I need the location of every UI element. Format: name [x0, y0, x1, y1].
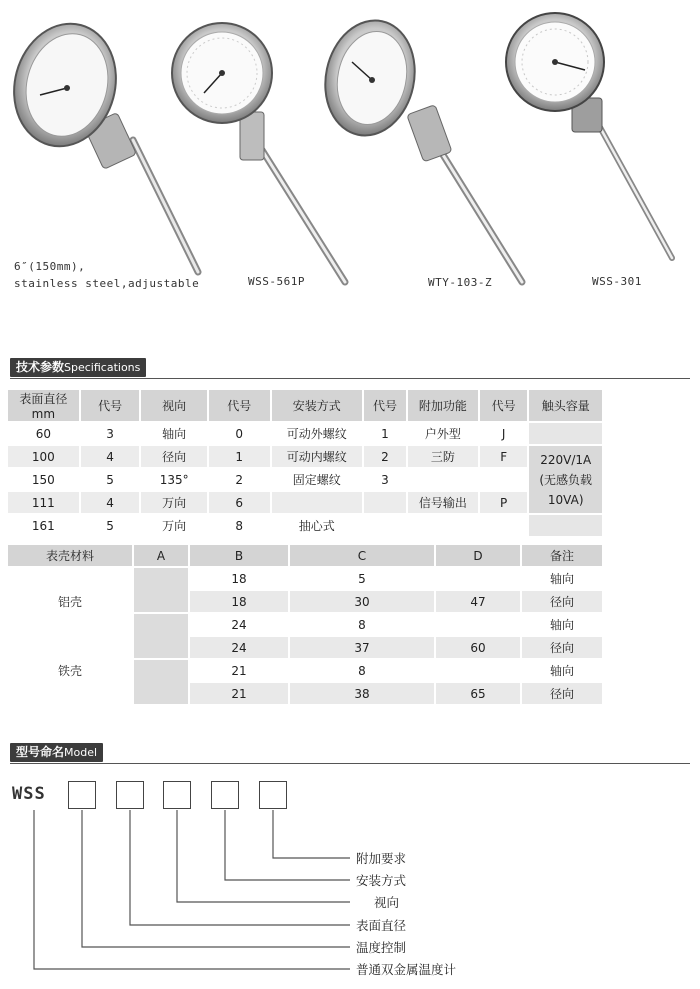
- header-cell: 代号: [364, 390, 408, 423]
- product-photos: [0, 0, 700, 300]
- table-cell: 径向: [141, 446, 208, 469]
- header-cell: 代号: [81, 390, 142, 423]
- model-connector-lines: [0, 780, 700, 989]
- table-cell: 可动内螺纹: [272, 446, 365, 469]
- gauge-adjustable: [1, 12, 198, 272]
- table-cell: 3: [364, 469, 408, 492]
- model-title: [10, 743, 103, 762]
- label-additional-requirement: 附加要求: [356, 851, 407, 866]
- table-cell: J: [480, 423, 530, 446]
- caption-wss-561p: WSS-561P: [248, 275, 305, 288]
- dimension-a-cell: [134, 614, 190, 660]
- model-title-cn: 型号命名: [16, 745, 65, 759]
- table-cell: 18: [190, 591, 290, 614]
- table-header-row: [8, 390, 604, 423]
- table-cell: 万向: [141, 515, 208, 538]
- table-cell: 万向: [141, 492, 208, 515]
- gauge-wss-561p: [172, 23, 345, 282]
- table-cell: 60: [436, 637, 522, 660]
- table-cell: 21: [190, 660, 290, 683]
- table-cell: 2: [209, 469, 272, 492]
- table-cell: 24: [190, 614, 290, 637]
- table-cell: 65: [436, 683, 522, 706]
- table-cell: 18: [190, 568, 290, 591]
- header-cell: 视向: [141, 390, 208, 423]
- table-cell: 150: [8, 469, 81, 492]
- table-cell: 可动外螺纹: [272, 423, 365, 446]
- table-cell: 4: [81, 446, 142, 469]
- header-cell: 附加功能: [408, 390, 480, 423]
- specifications-table: [8, 390, 604, 538]
- header-cell: 备注: [522, 545, 604, 568]
- shell-aluminum-cell: 铝壳: [8, 568, 134, 637]
- gauge-wss-301: [506, 13, 672, 258]
- table-cell: 轴向: [522, 614, 604, 637]
- table-cell: 5: [81, 515, 142, 538]
- shell-iron-cell: 铁壳: [8, 637, 134, 706]
- model-prefix: WSS: [12, 784, 46, 804]
- specifications-title-cn: 技术参数: [16, 360, 65, 374]
- case-material-table: [8, 545, 604, 706]
- table-cell: 60: [8, 423, 81, 446]
- header-cell: 安装方式: [272, 390, 365, 423]
- table-cell: [436, 614, 522, 637]
- table-cell: 4: [81, 492, 142, 515]
- table-cell: 1: [209, 446, 272, 469]
- table-cell: [480, 469, 530, 492]
- table-cell: 37: [290, 637, 436, 660]
- table-row: [8, 568, 604, 591]
- table-cell: 0: [209, 423, 272, 446]
- table-cell: 6: [209, 492, 272, 515]
- table-row: [8, 492, 604, 515]
- thermometer-illustrations: [0, 0, 700, 300]
- contact-capacity-cell: [529, 446, 604, 515]
- divider: [10, 763, 690, 764]
- label-temperature-control: 温度控制: [356, 940, 407, 955]
- table-cell: P: [480, 492, 530, 515]
- table-cell: 径向: [522, 683, 604, 706]
- table-cell: [480, 515, 530, 538]
- specifications-title: [10, 358, 146, 377]
- table-cell: 21: [190, 683, 290, 706]
- capacity-blank-cell: [529, 423, 604, 446]
- table-cell: 2: [364, 446, 408, 469]
- header-cell: 触头容量: [529, 390, 604, 423]
- table-cell: [408, 515, 480, 538]
- table-cell: 轴向: [141, 423, 208, 446]
- dimension-a-cell: [134, 660, 190, 706]
- table-row: [8, 446, 604, 469]
- table-row: [8, 469, 604, 492]
- table-cell: 24: [190, 637, 290, 660]
- table-cell: [436, 568, 522, 591]
- table-cell: [408, 469, 480, 492]
- table-cell: 3: [81, 423, 142, 446]
- table-cell: 135°: [141, 469, 208, 492]
- table-cell: 111: [8, 492, 81, 515]
- table-row: [8, 423, 604, 446]
- caption-wss-301: WSS-301: [592, 275, 642, 288]
- header-cell: A: [134, 545, 190, 568]
- table-row: [8, 637, 604, 660]
- table-cell: 5: [81, 469, 142, 492]
- table-cell: 三防: [408, 446, 480, 469]
- table-cell: 径向: [522, 637, 604, 660]
- header-cell: 代号: [480, 390, 530, 423]
- table-cell: 轴向: [522, 568, 604, 591]
- table-cell: 径向: [522, 591, 604, 614]
- label-bimetal-thermometer: 普通双金属温度计: [356, 962, 457, 977]
- table-cell: [364, 492, 408, 515]
- table-cell: 轴向: [522, 660, 604, 683]
- table-cell: 1: [364, 423, 408, 446]
- caption-adjustable: [14, 258, 199, 292]
- table-cell: 38: [290, 683, 436, 706]
- header-cell: 表面直径mm: [8, 390, 81, 423]
- caption-material: stainless steel,adjustable: [14, 277, 200, 290]
- label-mounting-method: 安装方式: [356, 873, 407, 888]
- capacity-va: 10VA): [547, 492, 584, 507]
- capacity-blank-cell: [529, 515, 604, 538]
- label-face-diameter: 表面直径: [356, 918, 407, 933]
- caption-size: 6″(150mm),: [14, 260, 86, 273]
- divider: [10, 378, 690, 379]
- header-cell: 代号: [209, 390, 272, 423]
- table-cell: 5: [290, 568, 436, 591]
- table-cell: 户外型: [408, 423, 480, 446]
- caption-wty-103-z: WTY-103-Z: [428, 276, 493, 289]
- table-cell: F: [480, 446, 530, 469]
- table-cell: 30: [290, 591, 436, 614]
- header-cell: B: [190, 545, 290, 568]
- table-cell: 100: [8, 446, 81, 469]
- table-cell: 固定螺纹: [272, 469, 365, 492]
- dimension-a-cell: [134, 568, 190, 614]
- table-cell: [436, 660, 522, 683]
- table-cell: 8: [290, 660, 436, 683]
- table-cell: 8: [290, 614, 436, 637]
- specifications-title-en: Specifications: [64, 361, 141, 374]
- gauge-wty-103-z: [315, 12, 522, 282]
- label-view-direction: 视向: [374, 895, 400, 910]
- table-cell: 8: [209, 515, 272, 538]
- capacity-rating: 220V/1A: [540, 452, 592, 467]
- table-row: [8, 515, 604, 538]
- table-cell: 161: [8, 515, 81, 538]
- table-header-row: [8, 545, 604, 568]
- table-cell: 信号输出: [408, 492, 480, 515]
- table-cell: 抽心式: [272, 515, 365, 538]
- header-cell: 表壳材料: [8, 545, 134, 568]
- table-cell: [364, 515, 408, 538]
- header-cell: D: [436, 545, 522, 568]
- table-cell: [272, 492, 365, 515]
- capacity-load-note: (无感负载: [539, 472, 593, 487]
- table-cell: 47: [436, 591, 522, 614]
- model-title-en: Model: [64, 746, 98, 759]
- header-cell: C: [290, 545, 436, 568]
